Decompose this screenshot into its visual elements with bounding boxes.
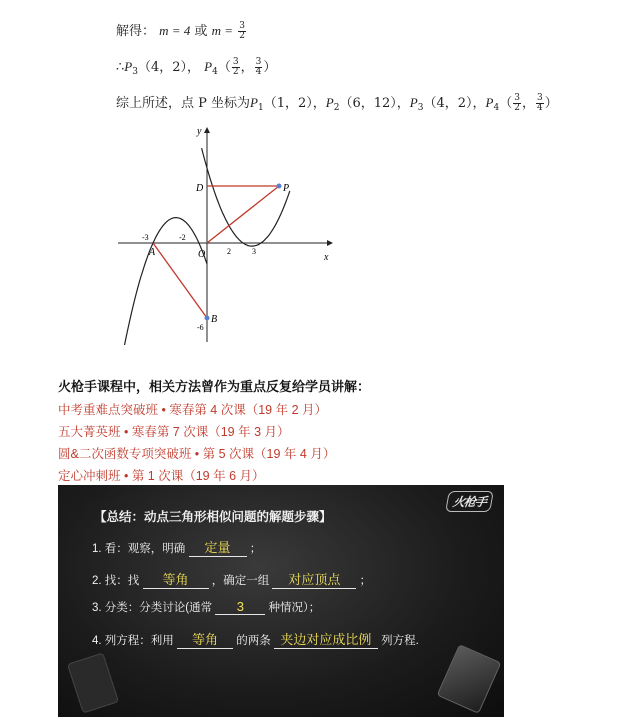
solution-line-1 (116, 20, 247, 41)
step-1-end: ； (249, 543, 262, 555)
point-b-marker (205, 316, 210, 321)
right-parabola-curve (202, 148, 290, 246)
fraction-numerator: 3 (239, 21, 245, 31)
fraction-3-2 (513, 94, 521, 113)
point-a-label: A (149, 247, 156, 258)
step-3 (92, 599, 320, 615)
tick-label-neg6: -6 (197, 323, 204, 332)
fraction-3-2 (238, 22, 246, 41)
step-3-blank: 3 (215, 599, 265, 615)
step-2-blank-1: 等角 (143, 569, 209, 589)
fraction-3-2 (232, 58, 240, 77)
point-d-label: D (196, 183, 204, 194)
courses-intro: 火枪手课程中，相关方法曾作为重点反复给学员讲解： (58, 379, 371, 394)
point-p1-name: P (250, 95, 258, 110)
course-item-3: 圆&二次函数专项突破班 • 第 5 次课（19 年 4 月） (58, 447, 336, 461)
point-p1-coords: （1，2）， (263, 96, 326, 111)
step-4-end: 列方程. (381, 635, 419, 647)
fraction-numerator: 3 (514, 93, 520, 103)
comma: ， (521, 96, 535, 111)
point-p4-name: P (485, 95, 494, 110)
paren-open: （ (217, 60, 231, 75)
equation-m4: m = 4 (159, 23, 191, 38)
brand-logo: 火枪手 (445, 491, 494, 512)
conclusion-prefix: 综上所述，点 P 坐标为 (116, 96, 251, 111)
solve-label: 解得： (116, 24, 156, 39)
paren-open: （ (499, 96, 513, 111)
course-item-2: 五大菁英班 • 寒春第 7 次课（19 年 3 月） (58, 425, 290, 439)
point-p3-name: P (409, 95, 418, 110)
book-icon-right (437, 644, 502, 714)
comma: ， (240, 60, 254, 75)
step-2-middle: ，确定一组 (211, 575, 270, 587)
point-p4-sub: 4 (493, 103, 500, 113)
point-b-label: B (211, 314, 218, 325)
origin-label: O (198, 249, 206, 260)
step-4-blank-1: 等角 (177, 629, 233, 649)
fraction-denominator: 4 (255, 67, 262, 77)
x-axis-label: x (324, 252, 329, 263)
step-1 (92, 537, 261, 557)
step-4-blank-2: 夹边对应成比例 (274, 629, 378, 649)
tick-label-3: 3 (252, 247, 256, 256)
fraction-3-4 (536, 94, 544, 113)
segment-op (207, 186, 279, 243)
step-4-middle: 的两条 (236, 635, 271, 647)
point-p3-coords: （4，2）， (137, 60, 201, 75)
equation-m-frac-lhs: m = (211, 23, 234, 38)
point-p3-sub: 3 (132, 67, 138, 77)
point-p4-sub: 4 (212, 67, 218, 77)
paren-close: ） (263, 60, 277, 75)
point-p2-sub: 2 (333, 103, 340, 113)
fraction-numerator: 3 (232, 57, 239, 67)
y-axis-label: y (197, 126, 202, 137)
summary-blackboard (58, 485, 504, 717)
step-2-blank-2: 对应顶点 (272, 569, 356, 589)
fraction-numerator: 3 (255, 57, 262, 67)
point-p2-coords: （6，12）， (339, 96, 410, 111)
step-4 (92, 629, 419, 649)
point-p4-name: P (204, 59, 213, 74)
left-parabola-curve (119, 218, 207, 345)
step-2-text: 2. 找：找 (92, 575, 140, 587)
fraction-3-4 (255, 58, 263, 77)
or-word: 或 (194, 24, 208, 39)
book-icon-left (67, 652, 119, 713)
point-p1-sub: 1 (257, 103, 264, 113)
function-graph (110, 120, 340, 345)
step-3-text: 3. 分类：分类讨论(通常 (92, 602, 213, 614)
step-4-text: 4. 列方程：利用 (92, 635, 174, 647)
course-item-4: 定心冲刺班 • 第 1 次课（19 年 6 月） (58, 469, 265, 483)
therefore-symbol: ∴ (116, 60, 125, 75)
paren-close: ） (544, 96, 558, 111)
point-p3-coords: （4，2）， (423, 96, 486, 111)
tick-label-neg3: -3 (142, 233, 149, 242)
solution-line-3 (116, 92, 558, 113)
course-item-1: 中考重难点突破班 • 寒春第 4 次课（19 年 2 月） (58, 403, 327, 417)
summary-title: 【总结：动点三角形相似问题的解题步骤】 (94, 510, 332, 524)
step-2 (92, 569, 371, 589)
step-2-end: ； (359, 575, 372, 587)
point-p2-name: P (325, 95, 334, 110)
point-p-marker (277, 184, 282, 189)
step-1-text: 1. 看：观察，明确 (92, 543, 186, 555)
tick-label-2: 2 (227, 247, 231, 256)
fraction-numerator: 3 (536, 93, 543, 103)
point-p-label: P (283, 183, 290, 194)
fraction-denominator: 2 (239, 31, 245, 41)
fraction-denominator: 4 (536, 103, 543, 113)
point-p3-name: P (124, 59, 133, 74)
fraction-denominator: 2 (232, 67, 239, 77)
point-p3-sub: 3 (417, 103, 424, 113)
fraction-denominator: 2 (514, 103, 520, 113)
step-1-blank: 定量 (189, 537, 247, 557)
tick-label-neg2: -2 (179, 233, 186, 242)
step-3-end: 种情况）； (268, 602, 321, 614)
solution-line-2 (116, 56, 276, 77)
